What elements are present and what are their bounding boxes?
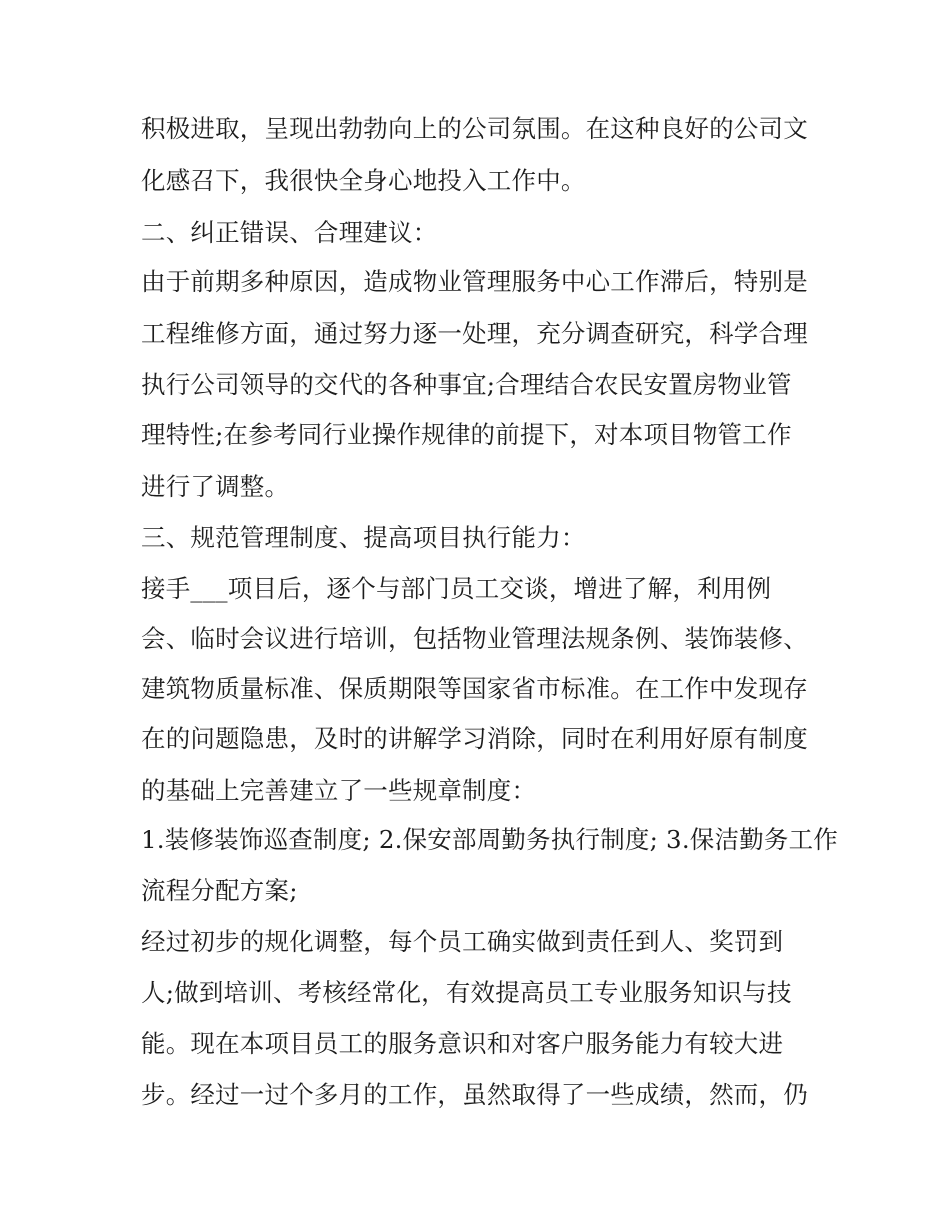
body-text-line: 接手___项目后，逐个与部门员工交谈，增进了解，利用例 bbox=[141, 574, 772, 603]
body-text-line: 执行公司领导的交代的各种事宜;合理结合农民安置房物业管 bbox=[141, 370, 792, 399]
body-text-line: 工程维修方面，通过努力逐一处理，充分调查研究，科学合理 bbox=[141, 319, 808, 348]
body-text-line: 由于前期多种原因，造成物业管理服务中心工作滞后，特别是 bbox=[141, 267, 808, 296]
section-heading-2: 二、纠正错误、合理建议： bbox=[141, 218, 438, 247]
rules-list-line: 流程分配方案; bbox=[141, 876, 298, 905]
rules-list-line: 1.装修装饰巡查制度; 2.保安部周勤务执行制度; 3.保洁勤务工作 bbox=[141, 825, 839, 854]
body-text-line: 的基础上完善建立了一些规章制度： bbox=[141, 776, 537, 805]
body-text-line: 建筑物质量标准、保质期限等国家省市标准。在工作中发现存 bbox=[141, 674, 808, 703]
body-text-line: 会、临时会议进行培训，包括物业管理法规条例、装饰装修、 bbox=[141, 624, 808, 653]
body-text-line: 积极进取，呈现出勃勃向上的公司氛围。在这种良好的公司文 bbox=[141, 114, 808, 143]
body-text-line: 步。经过一过个多月的工作，虽然取得了一些成绩，然而，仍 bbox=[141, 1080, 808, 1109]
body-text-line: 在的问题隐患，及时的讲解学习消除，同时在利用好原有制度 bbox=[141, 724, 808, 753]
section-heading-3: 三、规范管理制度、提高项目执行能力： bbox=[141, 523, 586, 552]
body-text-line: 进行了调整。 bbox=[141, 472, 290, 501]
body-text-line: 理特性;在参考同行业操作规律的前提下，对本项目物管工作 bbox=[141, 420, 792, 449]
body-text-line: 人;做到培训、考核经常化，有效提高员工专业服务知识与技 bbox=[141, 978, 792, 1007]
body-text-line: 化感召下，我很快全身心地投入工作中。 bbox=[141, 166, 586, 195]
body-text-line: 能。现在本项目员工的服务意识和对客户服务能力有较大进 bbox=[141, 1029, 784, 1058]
body-text-line: 经过初步的规化调整，每个员工确实做到责任到人、奖罚到 bbox=[141, 927, 784, 956]
